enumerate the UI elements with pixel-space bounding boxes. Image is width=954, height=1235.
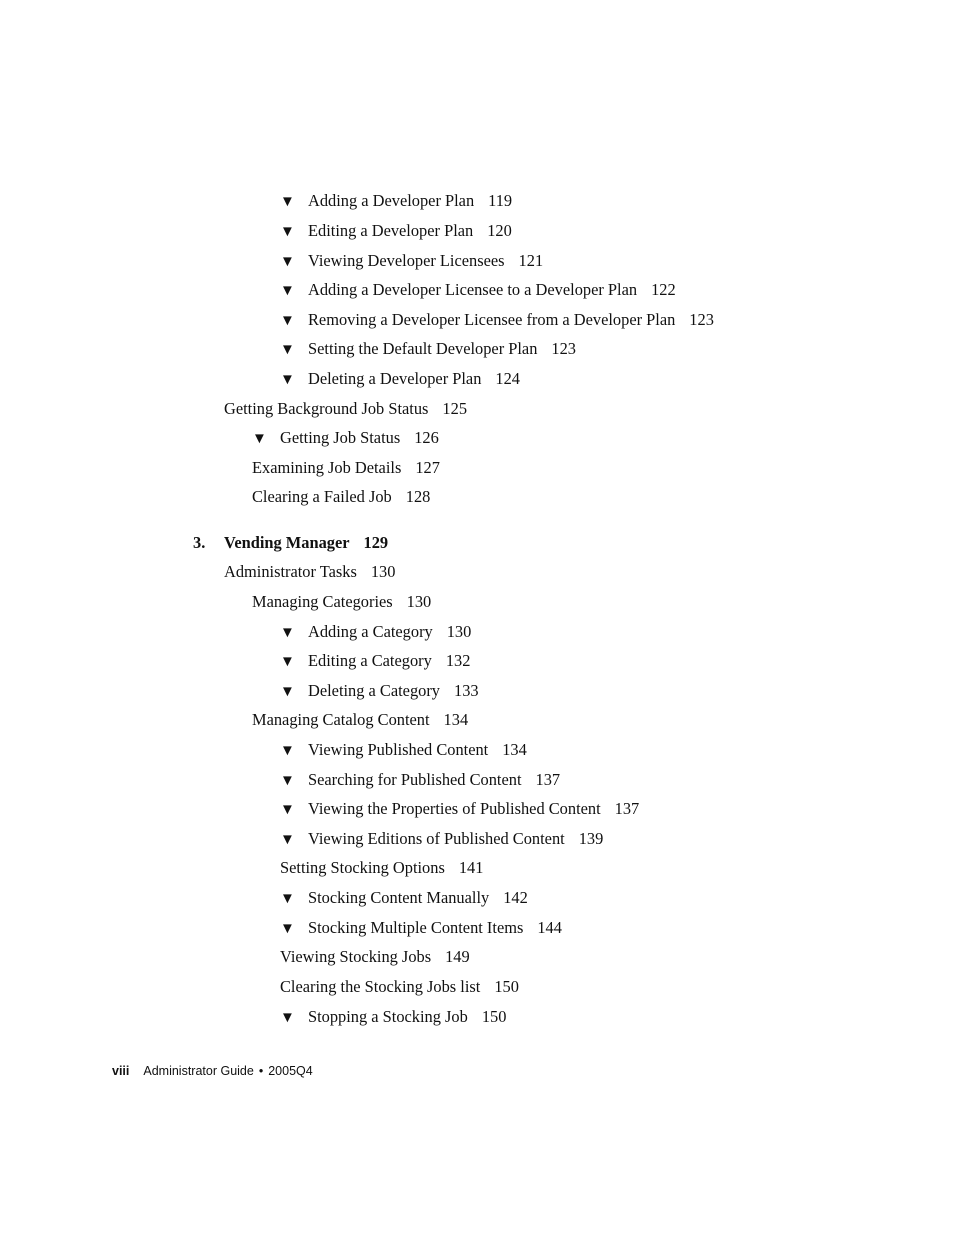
task-triangle-icon: ▼	[280, 224, 295, 240]
task-triangle-icon: ▼	[280, 283, 295, 299]
task-triangle-icon: ▼	[280, 832, 295, 848]
toc-entry[interactable]	[252, 428, 439, 449]
task-triangle-icon: ▼	[280, 654, 295, 670]
task-triangle-icon: ▼	[280, 1010, 295, 1026]
toc-entry-page: 125	[442, 399, 468, 418]
toc-entry[interactable]	[280, 651, 470, 672]
toc-entry-page: 128	[405, 487, 431, 506]
toc-entry[interactable]	[280, 918, 562, 939]
toc-entry[interactable]	[280, 947, 470, 967]
toc-entry-title: Searching for Published Content	[308, 770, 522, 789]
toc-entry[interactable]	[280, 740, 527, 761]
task-triangle-icon: ▼	[280, 773, 295, 789]
toc-entry-title: Viewing Published Content	[308, 740, 489, 759]
toc-entry-page: 134	[502, 740, 527, 759]
toc-entry-title: Viewing Stocking Jobs	[280, 947, 432, 966]
task-triangle-icon: ▼	[280, 625, 295, 641]
toc-entry-title: Getting Job Status	[280, 428, 401, 447]
toc-entry-page: 127	[415, 458, 440, 477]
toc-entry[interactable]	[280, 1007, 506, 1028]
toc-entry-title: Stocking Multiple Content Items	[308, 918, 524, 937]
task-triangle-icon: ▼	[280, 802, 295, 818]
toc-entry[interactable]	[280, 977, 519, 997]
release-label: 2005Q4	[268, 1064, 313, 1078]
footer-separator: •	[258, 1064, 264, 1078]
toc-entry-title: Getting Background Job Status	[224, 399, 429, 418]
toc-entry-title: Examining Job Details	[252, 458, 402, 477]
toc-entry[interactable]	[280, 251, 543, 272]
toc-entry[interactable]	[252, 458, 440, 478]
toc-entry-page: 137	[535, 770, 561, 789]
toc-entry[interactable]	[280, 369, 520, 390]
toc-entry-page: 124	[495, 369, 520, 388]
toc-entry-title: Managing Catalog Content	[252, 710, 430, 729]
toc-entry[interactable]	[280, 191, 512, 212]
toc-entry[interactable]	[280, 681, 479, 702]
toc-entry-title: Setting the Default Developer Plan	[308, 339, 538, 358]
toc-entry-page: 137	[614, 799, 640, 818]
toc-entry-title: Deleting a Category	[308, 681, 440, 700]
toc-entry-page: 130	[406, 592, 432, 611]
toc-entry[interactable]	[280, 622, 471, 643]
toc-entry-page: 142	[503, 888, 528, 907]
toc-entry-page: 141	[458, 858, 484, 877]
toc-entry[interactable]	[280, 858, 483, 878]
toc-entry[interactable]	[252, 592, 431, 612]
toc-entry-page: 119	[488, 191, 513, 210]
toc-entry-page: 144	[537, 918, 562, 937]
toc-entry[interactable]	[252, 710, 468, 730]
toc-entry[interactable]	[224, 399, 467, 419]
task-triangle-icon: ▼	[280, 891, 295, 907]
toc-entry[interactable]	[280, 888, 528, 909]
toc-entry-title: Deleting a Developer Plan	[308, 369, 482, 388]
toc-entry-title: Vending Manager	[224, 533, 350, 552]
toc-entry-title: Adding a Category	[308, 622, 433, 641]
toc-entry-title: Adding a Developer Licensee to a Developer Plan	[308, 280, 638, 299]
toc-entry[interactable]	[280, 339, 576, 360]
toc-entry-page: 120	[487, 221, 512, 240]
toc-entry-title: Removing a Developer Licensee from a Developer Plan	[308, 310, 676, 329]
task-triangle-icon: ▼	[252, 431, 267, 447]
toc-entry-page: 123	[551, 339, 576, 358]
task-triangle-icon: ▼	[280, 684, 295, 700]
toc-entry-page: 149	[445, 947, 470, 966]
toc-entry-page: 134	[443, 710, 469, 729]
task-triangle-icon: ▼	[280, 194, 295, 210]
toc-entry-title: Stopping a Stocking Job	[308, 1007, 468, 1026]
toc-chapter-entry[interactable]	[193, 533, 389, 553]
toc-entry-page: 130	[370, 562, 396, 581]
chapter-number: 3.	[193, 533, 206, 552]
task-triangle-icon: ▼	[280, 313, 295, 329]
toc-entry-page: 132	[445, 651, 471, 670]
toc-entry-page: 129	[363, 533, 389, 552]
book-title: Administrator Guide	[143, 1064, 254, 1078]
toc-entry-page: 150	[494, 977, 519, 996]
toc-entry[interactable]	[280, 799, 639, 820]
toc-entry-page: 122	[651, 280, 676, 299]
task-triangle-icon: ▼	[280, 921, 295, 937]
toc-entry-page: 121	[518, 251, 544, 270]
toc-entry-page: 133	[454, 681, 479, 700]
toc-entry-page: 139	[578, 829, 604, 848]
toc-entry-page: 130	[446, 622, 472, 641]
toc-entry-page: 123	[689, 310, 714, 329]
toc-entry-title: Editing a Developer Plan	[308, 221, 474, 240]
toc-entry-title: Setting Stocking Options	[280, 858, 445, 877]
toc-entry-title: Administrator Tasks	[224, 562, 357, 581]
task-triangle-icon: ▼	[280, 342, 295, 358]
toc-entry-title: Stocking Content Manually	[308, 888, 490, 907]
toc-entry[interactable]	[280, 221, 512, 242]
toc-entry-title: Managing Categories	[252, 592, 393, 611]
toc-entry-title: Editing a Category	[308, 651, 432, 670]
toc-entry-page: 150	[481, 1007, 507, 1026]
page-footer	[112, 1063, 313, 1079]
task-triangle-icon: ▼	[280, 372, 295, 388]
toc-entry[interactable]	[280, 829, 603, 850]
toc-entry-title: Clearing a Failed Job	[252, 487, 392, 506]
page-number: viii	[112, 1064, 130, 1078]
toc-entry-title: Viewing Developer Licensees	[308, 251, 505, 270]
task-triangle-icon: ▼	[280, 743, 295, 759]
toc-entry[interactable]	[224, 562, 395, 582]
toc-entry[interactable]	[280, 280, 676, 301]
toc-entry[interactable]	[252, 487, 430, 507]
toc-entry-title: Clearing the Stocking Jobs list	[280, 977, 481, 996]
task-triangle-icon: ▼	[280, 254, 295, 270]
toc-entry-title: Viewing Editions of Published Content	[308, 829, 565, 848]
toc-entry[interactable]	[280, 770, 560, 791]
toc-entry-page: 126	[414, 428, 439, 447]
toc-entry-title: Viewing the Properties of Published Content	[308, 799, 601, 818]
toc-entry-title: Adding a Developer Plan	[308, 191, 475, 210]
toc-entry[interactable]	[280, 310, 714, 331]
